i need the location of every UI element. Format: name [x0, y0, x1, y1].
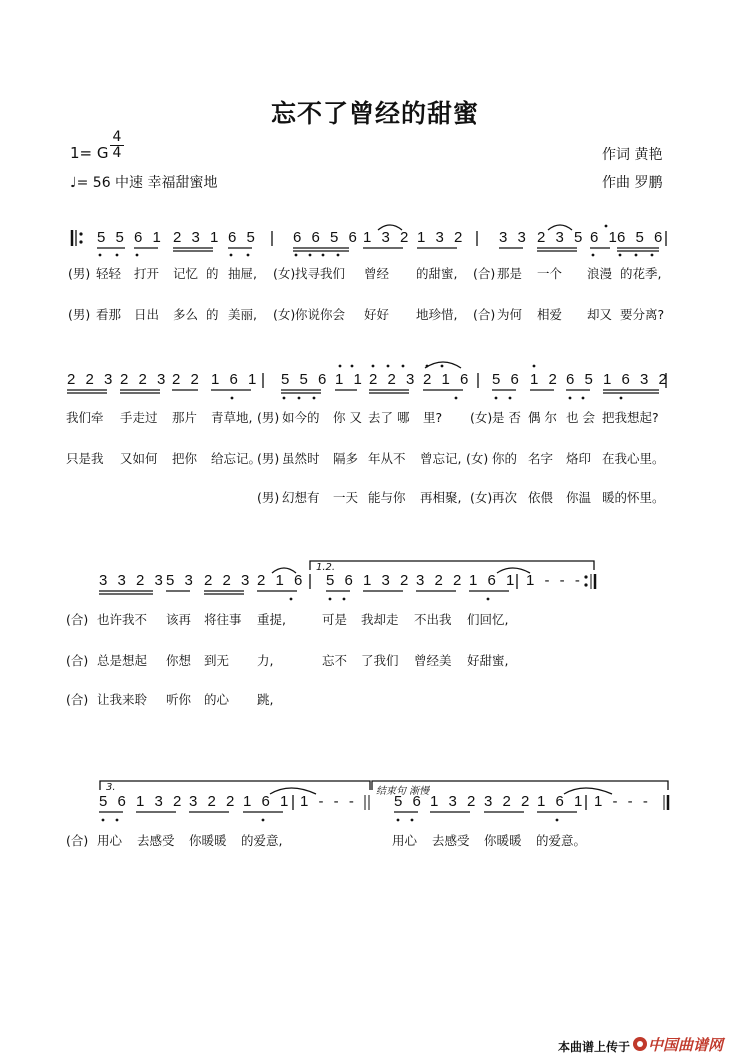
lyric: 去感受 [137, 833, 175, 848]
lyric: 名字 [528, 451, 554, 466]
note-group: 5 5 [97, 229, 127, 246]
lyric: 重提, [257, 612, 286, 627]
note-group: 1 6 1 [243, 793, 292, 810]
lyric: (女) [466, 451, 489, 466]
lyric: 虽然时 [282, 451, 320, 466]
lyric: 年从不 [368, 451, 406, 466]
song-title: 忘不了曾经的甜蜜 [270, 99, 479, 128]
lyric: 将往事 [204, 612, 242, 627]
composer-credit: 作曲 罗鹏 [602, 175, 663, 191]
note-group: 1 6 3 2 [603, 371, 670, 388]
lyric: (合) [473, 307, 496, 322]
lyric: 美丽, [228, 307, 257, 322]
lyric: 的心 [204, 692, 230, 707]
lyric: 你暖暖 [484, 833, 522, 848]
lyric: 你暖暖 [189, 833, 227, 848]
lyric: 又如何 [120, 451, 158, 466]
lyric: 曾忘记, [420, 451, 462, 466]
lyric: 不出我 [414, 612, 452, 627]
note-group: 1 - - - [526, 572, 583, 589]
note-group: 2 2 3 [120, 371, 169, 388]
note-group: 3 3 [499, 229, 529, 246]
lyric: 的 [206, 266, 219, 281]
lyric: 我们牵 [66, 410, 104, 425]
lyric: 浪漫 [587, 266, 613, 281]
lyric: (合) [473, 266, 496, 281]
lyric: 多么 [173, 307, 199, 322]
lyric: 的爱意。 [536, 833, 587, 848]
lyric: 找寻我们 [295, 266, 346, 281]
note-group: 1 6 1 [469, 572, 518, 589]
lyric: 要分离? [620, 307, 665, 322]
lyric: 一个 [537, 266, 563, 281]
lyric: 用心 [392, 833, 418, 848]
lyric: (合) [66, 692, 89, 707]
lyric: 相爱 [537, 307, 563, 322]
lyric: 只是我 [66, 451, 104, 466]
note-group: 5 6 [492, 371, 522, 388]
lyric: 依偎 [528, 490, 554, 505]
lyric: 你想 [166, 653, 192, 668]
lyric: 是 否 [492, 410, 521, 425]
lyric: 的 [206, 307, 219, 322]
note-group: 2 2 3 [67, 371, 116, 388]
lyric: 你的 [492, 451, 518, 466]
note-group: 1 3 2 [430, 793, 479, 810]
lyric: (男) [257, 490, 280, 505]
lyric: 也许我不 [97, 612, 148, 627]
lyricist-credit: 作词 黄艳 [602, 147, 663, 163]
lyric: 也 会 [566, 410, 595, 425]
lyric: 去感受 [432, 833, 470, 848]
upload-caption: 本曲谱上传于 [558, 1040, 631, 1054]
time-sig-bottom: 4 [112, 145, 122, 161]
ending-label: 结束句 渐慢 [376, 786, 430, 797]
note-group: 6 5 6 [617, 229, 666, 246]
lyric: 去了 哪 [368, 410, 410, 425]
lyric: 打开 [134, 266, 160, 281]
lyric: 的甜蜜, [416, 266, 458, 281]
note-group: 3 2 2 [189, 793, 238, 810]
lyric: (男) [257, 451, 280, 466]
lyric: 了我们 [361, 653, 399, 668]
lyric: 暖的怀里。 [602, 490, 665, 505]
lyric: 在我心里。 [602, 451, 665, 466]
time-signature [110, 130, 124, 161]
note-group: 6 1 [590, 229, 620, 246]
lyric: 把你 [172, 451, 198, 466]
lyric: 的花季, [620, 266, 662, 281]
note-group: 2 3 5 [537, 229, 586, 246]
lyric: (女) [273, 266, 296, 281]
note-group: 6 5 [228, 229, 258, 246]
lyric: 偶 尔 [528, 410, 557, 425]
lyric: 烙印 [566, 451, 592, 466]
note-group: 5 6 [99, 793, 129, 810]
lyric: 再次 [492, 490, 518, 505]
lyric: (男) [68, 266, 91, 281]
tempo-marking: ♩= 56 中速 幸福甜蜜地 [70, 175, 218, 191]
lyric: 一天 [333, 490, 359, 505]
site-logo-text[interactable]: 中国曲谱网 [648, 1036, 724, 1054]
lyric: 日出 [134, 307, 160, 322]
key-signature: 1= G [70, 144, 109, 162]
note-group: 5 3 [166, 572, 196, 589]
volta-label: 1.2. [316, 562, 336, 573]
lyric: 幻想有 [282, 490, 320, 505]
lyric: 该再 [166, 612, 192, 627]
note-group: 1 6 1 [211, 371, 260, 388]
note-group: 6 6 5 6 [293, 229, 360, 246]
note-group: 5 6 [394, 793, 424, 810]
lyric: 抽屉, [228, 266, 257, 281]
lyric: 给忘记。 [211, 451, 262, 466]
volta-label: 3. [106, 782, 116, 793]
note-group: 3 3 2 3 [99, 572, 166, 589]
lyric: 曾经 [364, 266, 390, 281]
lyric: 那片 [172, 410, 198, 425]
lyric: 把我想起? [602, 410, 659, 425]
lyric: 好甜蜜, [467, 653, 509, 668]
lyric: (女) [273, 307, 296, 322]
lyric: 隔多 [333, 451, 359, 466]
lyric: 你温 [566, 490, 592, 505]
lyric: 让我来聆 [97, 692, 148, 707]
lyric: 你 又 [333, 410, 362, 425]
lyric: 跳, [257, 692, 274, 707]
lyric: 你说你会 [295, 307, 346, 322]
time-sig-top: 4 [112, 129, 122, 145]
note-group: 1 3 2 [363, 229, 412, 246]
lyric: 到无 [204, 653, 230, 668]
lyric: 忘不 [322, 653, 348, 668]
note-group: 1 2 [530, 371, 560, 388]
lyric: (合) [66, 833, 89, 848]
lyric: 那是 [497, 266, 523, 281]
note-group: 2 3 1 [173, 229, 222, 246]
lyric: (女) [470, 490, 493, 505]
lyric: 青草地, [211, 410, 253, 425]
lyric: 看那 [96, 307, 122, 322]
note-group: 1 3 2 [417, 229, 466, 246]
lyric: 的爱意, [241, 833, 283, 848]
lyric: 手走过 [120, 410, 158, 425]
lyric: (男) [68, 307, 91, 322]
lyric: 听你 [166, 692, 192, 707]
note-group: 6 5 [566, 371, 596, 388]
note-group: 1 - - - [300, 793, 357, 810]
lyric: (合) [66, 653, 89, 668]
lyric: 如今的 [282, 410, 320, 425]
lyric: 力, [257, 653, 274, 668]
lyric: 记忆 [173, 266, 199, 281]
note-group: 3 2 2 [484, 793, 533, 810]
note-group: 2 2 [172, 371, 202, 388]
lyric: (男) [257, 410, 280, 425]
lyric: 曾经美 [414, 653, 452, 668]
note-group: 2 1 6 [423, 371, 472, 388]
lyric: 可是 [322, 612, 348, 627]
note-group: 6 1 [134, 229, 164, 246]
note-group: 1 1 [335, 371, 365, 388]
note-group: 2 1 6 [257, 572, 306, 589]
lyric: 我却走 [361, 612, 399, 627]
note-group: 2 2 3 [369, 371, 418, 388]
lyric: 能与你 [368, 490, 406, 505]
lyric: 里? [423, 410, 443, 425]
note-group: 1 - - - [594, 793, 651, 810]
note-group: 1 6 1 [537, 793, 586, 810]
lyric: 用心 [97, 833, 123, 848]
lyric: 好好 [364, 307, 390, 322]
lyric: 却又 [587, 307, 613, 322]
lyric: (合) [66, 612, 89, 627]
lyric: (女) [470, 410, 493, 425]
lyric: 地珍惜, [416, 307, 458, 322]
lyric: 总是想起 [97, 653, 148, 668]
lyric: 轻轻 [96, 266, 122, 281]
note-group: 2 2 3 [204, 572, 253, 589]
lyric: 为何 [497, 307, 523, 322]
lyric: 再相聚, [420, 490, 462, 505]
note-group: 1 3 2 [363, 572, 412, 589]
note-group: 1 3 2 [136, 793, 185, 810]
note-group: 3 2 2 [416, 572, 465, 589]
note-group: 5 5 6 [281, 371, 330, 388]
lyric: 们回忆, [467, 612, 509, 627]
note-group: 5 6 [326, 572, 356, 589]
